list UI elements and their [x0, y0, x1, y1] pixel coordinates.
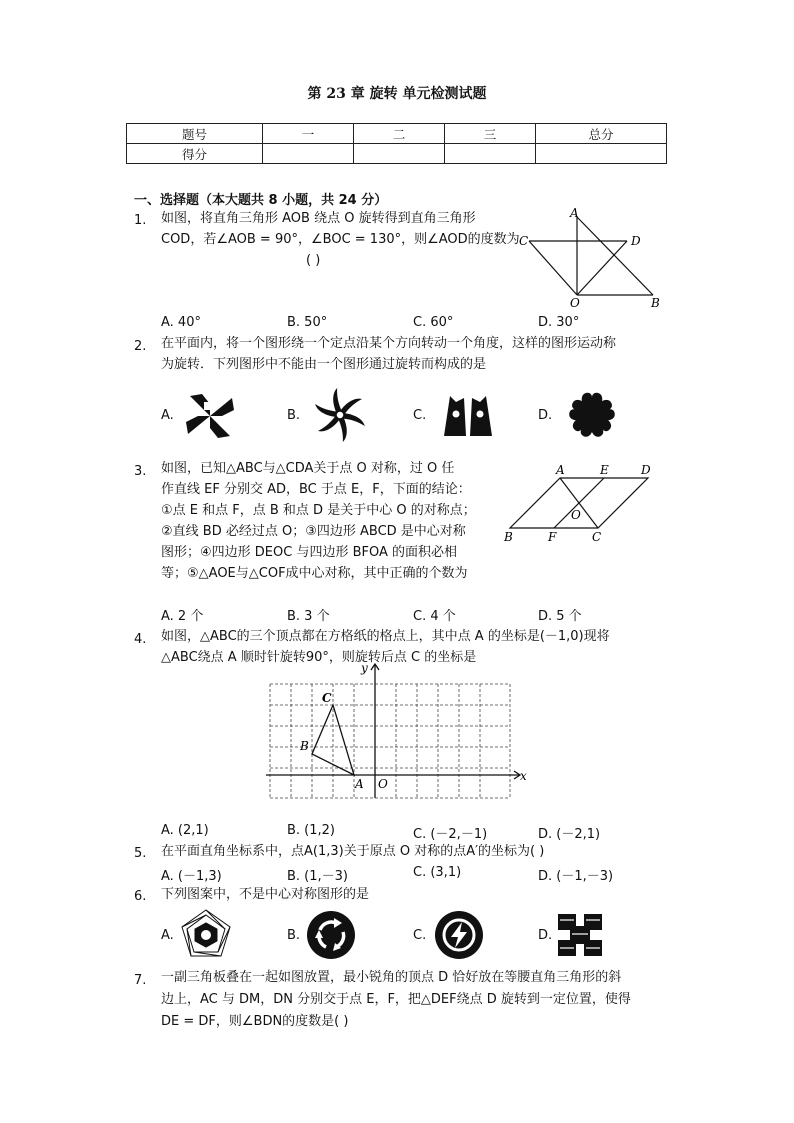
- stacked-squares-icon: [556, 912, 606, 960]
- page-title: 第 23 章 旋转 单元检测试题: [307, 86, 487, 102]
- question-line: 一副三角板叠在一起如图放置，最小锐角的顶点 D 恰好放在等腰直角三角形的斜: [161, 970, 622, 985]
- question-3-text: [161, 458, 476, 584]
- point-label-E: E: [600, 463, 609, 477]
- score-table-header-row: [127, 124, 667, 144]
- option-b[interactable]: B.: [287, 928, 301, 943]
- point-label-A: A: [556, 463, 565, 477]
- question-line: 等；⑤△AOE与△COF成中心对称，其中正确的个数为: [161, 566, 468, 581]
- question-line: ①点 E 和点 F，点 B 和点 D 是关于中心 O 的对称点；: [161, 503, 476, 518]
- question-line: 如图，△ABC的三个顶点都在方格纸的格点上，其中点 A 的坐标是(－1,0)现将: [161, 629, 610, 644]
- axis-label-x: x: [520, 769, 527, 783]
- question-2-text: [161, 333, 616, 375]
- axis-label-y: y: [361, 661, 368, 675]
- lightning-bolt-icon: [434, 910, 484, 960]
- option-a[interactable]: A.: [161, 408, 174, 423]
- question-number: 5.: [134, 846, 147, 861]
- origin-label-O: O: [378, 777, 388, 791]
- point-label-D: D: [641, 463, 651, 477]
- option-d[interactable]: D. (－1,－3): [538, 869, 614, 884]
- point-label-A: A: [570, 206, 579, 220]
- option-c[interactable]: C. (－2,－1): [413, 827, 488, 842]
- option-c[interactable]: C.: [413, 928, 427, 943]
- question-line: DE = DF，则∠BDN的度数是( ): [161, 1014, 349, 1029]
- score-header-cell: 三: [445, 124, 536, 144]
- option-c[interactable]: C. (3,1): [413, 865, 462, 880]
- score-row-label: 得分: [127, 144, 263, 164]
- option-d[interactable]: D. 30°: [538, 315, 580, 330]
- point-label-O: O: [571, 508, 581, 522]
- score-table: [126, 123, 667, 164]
- score-cell[interactable]: [536, 144, 667, 164]
- option-d[interactable]: D. (－2,1): [538, 827, 601, 842]
- option-d[interactable]: D.: [538, 928, 553, 943]
- option-d[interactable]: D. 5 个: [538, 609, 582, 624]
- question-7-text: [161, 967, 631, 1033]
- score-header-cell: 总分: [536, 124, 667, 144]
- question-line: COD，若∠AOB = 90°，∠BOC = 130°，则∠AOD的度数为: [161, 232, 520, 247]
- score-header-cell: 一: [263, 124, 354, 144]
- pinwheel-square-icon: [180, 390, 240, 442]
- question-line: 如图，已知△ABC与△CDA关于点 O 对称，过 O 任: [161, 461, 455, 476]
- question-number: 6.: [134, 889, 147, 904]
- option-b[interactable]: B. (1,2): [287, 823, 336, 838]
- question-6-text: 下列图案中，不是中心对称图形的是: [161, 887, 370, 902]
- question-number: 3.: [134, 464, 147, 479]
- question-line: 图形；④四边形 DEOC 与四边形 BFOA 的面积必相: [161, 545, 458, 560]
- option-c[interactable]: C. 4 个: [413, 609, 456, 624]
- question-line: 边上，AC 与 DM，DN 分别交于点 E，F，把△DEF绕点 D 旋转到一定位置，使得: [161, 992, 631, 1007]
- question-number: 7.: [134, 973, 147, 988]
- option-a[interactable]: A. (－1,3): [161, 869, 222, 884]
- option-d[interactable]: D.: [538, 408, 553, 423]
- option-b[interactable]: B. (1,－3): [287, 869, 349, 884]
- score-header-cell: 二: [354, 124, 445, 144]
- point-label-A: A: [355, 777, 364, 791]
- answer-paren: ( ): [306, 253, 321, 268]
- option-c[interactable]: C.: [413, 408, 427, 423]
- score-cell[interactable]: [263, 144, 354, 164]
- point-label-D: D: [631, 234, 641, 248]
- question-number: 2.: [134, 339, 147, 354]
- option-b[interactable]: B.: [287, 408, 301, 423]
- q3-parallelogram-figure: [500, 458, 662, 546]
- option-c[interactable]: C. 60°: [413, 315, 454, 330]
- heart-flower-icon: [564, 386, 620, 444]
- point-label-B: B: [651, 296, 660, 310]
- point-label-F: F: [548, 530, 557, 544]
- point-label-C: C: [519, 234, 529, 248]
- mirrored-figures-icon: [436, 390, 500, 440]
- question-number: 1.: [134, 213, 147, 228]
- question-line: 为旋转．下列图形中不能由一个图形通过旋转而构成的是: [161, 357, 487, 372]
- question-line: △ABC绕点 A 顺时针旋转90°，则旋转后点 C 的坐标是: [161, 650, 477, 665]
- point-label-B: B: [300, 739, 309, 753]
- point-label-C: C: [322, 691, 332, 705]
- question-line: 在平面内，将一个图形绕一个定点沿某个方向转动一个角度，这样的图形运动称: [161, 336, 617, 351]
- option-b[interactable]: B. 3 个: [287, 609, 330, 624]
- point-label-B: B: [504, 530, 513, 544]
- option-a[interactable]: A.: [161, 928, 174, 943]
- question-line: 如图，将直角三角形 AOB 绕点 O 旋转得到直角三角形: [161, 211, 476, 226]
- recycle-arrows-icon: [306, 910, 356, 960]
- q4-grid-figure: [262, 660, 532, 802]
- swirl-blades-icon: [310, 385, 370, 445]
- point-label-C: C: [592, 530, 602, 544]
- option-a[interactable]: A. (2,1): [161, 823, 209, 838]
- q1-rotation-figure: [515, 205, 665, 313]
- option-a[interactable]: A. 2 个: [161, 609, 204, 624]
- section-heading: 一、选择题（本大题共 8 小题，共 24 分）: [134, 193, 388, 208]
- option-b[interactable]: B. 50°: [287, 315, 328, 330]
- question-line: 作直线 EF 分别交 AD，BC 于点 E，F，下面的结论：: [161, 482, 471, 497]
- score-cell[interactable]: [445, 144, 536, 164]
- score-table-score-row: [127, 144, 667, 164]
- option-a[interactable]: A. 40°: [161, 315, 201, 330]
- score-cell[interactable]: [354, 144, 445, 164]
- score-header-cell: 题号: [127, 124, 263, 144]
- question-5-text: 在平面直角坐标系中，点A(1,3)关于原点 O 对称的点A′的坐标为( ): [161, 844, 545, 859]
- question-1-text: [161, 208, 520, 250]
- question-line: ②直线 BD 必经过点 O；③四边形 ABCD 是中心对称: [161, 524, 466, 539]
- hexagon-nut-icon: [178, 908, 234, 962]
- point-label-O: O: [570, 296, 580, 310]
- question-number: 4.: [134, 632, 147, 647]
